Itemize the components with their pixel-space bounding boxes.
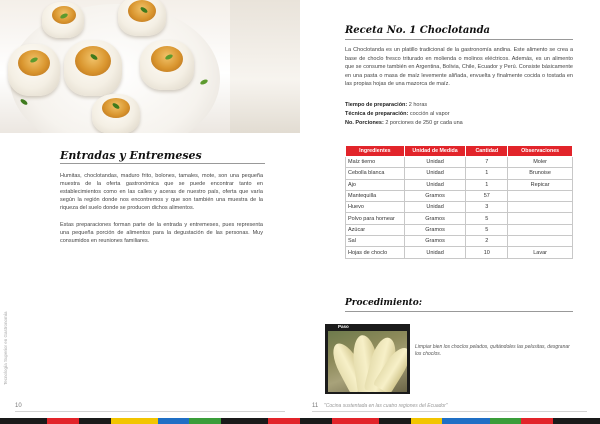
cell-observation: Moler bbox=[508, 157, 573, 168]
color-strip-segment bbox=[189, 418, 221, 424]
cell-unit: Gramos bbox=[404, 236, 466, 247]
corn-husk-photo bbox=[328, 331, 407, 392]
cell-ingredient: Polvo para hornear bbox=[346, 213, 405, 224]
header-observations: Observaciones bbox=[508, 146, 573, 157]
cell-observation: Repicar bbox=[508, 179, 573, 190]
technique bbox=[345, 111, 450, 118]
cell-unit: Unidad bbox=[404, 168, 466, 179]
table-header-row bbox=[346, 146, 573, 157]
intro-paragraph: Humitas, choclotandas, maduro frito, bolones, tamales, mote, son una pequeña muestra de la oferta gastronómica que se puede encontrar tanto en establecimientos como en las calles y aceras de nuestro país, oferta que varía según la región donde nos encontremos y que son también una muestra de la riqueza del suelo donde se producen dichos alimentos. bbox=[60, 173, 263, 211]
cell-unit: Unidad bbox=[404, 179, 466, 190]
hero-food-photo bbox=[0, 0, 300, 133]
color-strip-segment bbox=[0, 418, 47, 424]
cell-quantity: 10 bbox=[466, 247, 508, 258]
cell-observation bbox=[508, 236, 573, 247]
prep-time bbox=[345, 102, 427, 109]
step-photo-frame bbox=[325, 324, 410, 394]
procedure-title: Procedimiento: bbox=[345, 298, 423, 308]
cell-ingredient: Cebolla blanca bbox=[346, 168, 405, 179]
ingredients-table bbox=[345, 145, 573, 259]
cell-observation bbox=[508, 190, 573, 201]
cell-quantity: 1 bbox=[466, 179, 508, 190]
cell-quantity: 5 bbox=[466, 213, 508, 224]
color-strip-segment bbox=[111, 418, 158, 424]
table-row bbox=[346, 168, 573, 179]
recipe-description: La Choclotanda es un platillo tradicional de la gastronomía andina. Este alimento se crea a base de choclo fresco triturado en molienda o molinos eléctricos. Además, es un alimento que se consume también en Argentina, Bolivia, Chile, Ecuador y Perú. Consiste básicamente en una pasta o masa de maíz levemente aliñada, envuelta y finalmente cocida o tostada en las propias hojas de una mazorca de maíz. bbox=[345, 47, 573, 88]
header-unit: Unidad de Medida bbox=[404, 146, 466, 157]
step-instructions: Limpiar bien los choclos pelados, quitándoles las pelusitas, desgranar los choclos. bbox=[415, 344, 570, 357]
cell-observation: Brunoise bbox=[508, 168, 573, 179]
portions-value: 2 porciones de 250 gr cada una bbox=[385, 120, 463, 126]
cell-unit: Unidad bbox=[404, 157, 466, 168]
color-strip-segment bbox=[268, 418, 300, 424]
header-ingredients: Ingredientes bbox=[346, 146, 405, 157]
color-strip-segment bbox=[411, 418, 443, 424]
table-row bbox=[346, 179, 573, 190]
cell-observation bbox=[508, 202, 573, 213]
technique-label: Técnica de preparación: bbox=[345, 111, 409, 117]
cell-ingredient: Sal bbox=[346, 236, 405, 247]
cell-observation: Lavar bbox=[508, 247, 573, 258]
heading-underline bbox=[60, 163, 265, 164]
color-strip-segment bbox=[490, 418, 522, 424]
prep-time-label: Tiempo de preparación: bbox=[345, 102, 408, 108]
color-strip-segment bbox=[79, 418, 111, 424]
cell-ingredient: Azúcar bbox=[346, 224, 405, 235]
prep-time-value: 2 horas bbox=[408, 102, 428, 108]
appetizer-4-filling bbox=[75, 46, 111, 76]
color-strip-segment bbox=[553, 418, 600, 424]
color-strip bbox=[0, 418, 600, 424]
cell-observation bbox=[508, 213, 573, 224]
cell-quantity: 1 bbox=[466, 168, 508, 179]
footer-tagline: "Cocina sustentada en las cuatro regiones del Ecuador" bbox=[324, 403, 448, 409]
color-strip-segment bbox=[300, 418, 332, 424]
color-strip-segment bbox=[332, 418, 379, 424]
recipe-title: Receta No. 1 Choclotanda bbox=[345, 25, 491, 36]
cell-unit: Unidad bbox=[404, 202, 466, 213]
cell-unit: Unidad bbox=[404, 247, 466, 258]
cell-quantity: 2 bbox=[466, 236, 508, 247]
cell-ingredient: Mantequilla bbox=[346, 190, 405, 201]
cell-unit: Gramos bbox=[404, 190, 466, 201]
color-strip-segment bbox=[221, 418, 268, 424]
cell-quantity: 57 bbox=[466, 190, 508, 201]
cell-quantity: 3 bbox=[466, 202, 508, 213]
step-label: Paso bbox=[338, 324, 349, 329]
color-strip-segment bbox=[521, 418, 553, 424]
appetizer-3-filling bbox=[18, 50, 50, 76]
cell-unit: Gramos bbox=[404, 213, 466, 224]
color-strip-segment bbox=[158, 418, 190, 424]
color-strip-segment bbox=[442, 418, 489, 424]
title-underline bbox=[345, 39, 573, 40]
page-number: 10 bbox=[15, 403, 22, 409]
color-strip-segment bbox=[379, 418, 411, 424]
table-row bbox=[346, 224, 573, 235]
right-page bbox=[300, 0, 600, 424]
cell-quantity: 7 bbox=[466, 157, 508, 168]
portions-label: No. Porciones: bbox=[345, 120, 384, 126]
color-strip-segment bbox=[47, 418, 79, 424]
photo-background bbox=[230, 0, 300, 133]
cell-ingredient: Ajo bbox=[346, 179, 405, 190]
vertical-side-text: Tecnología Superior en Gastronomía bbox=[3, 311, 8, 385]
section-heading: Entradas y Entremeses bbox=[60, 149, 202, 162]
table-row bbox=[346, 190, 573, 201]
table-row bbox=[346, 157, 573, 168]
cell-ingredient: Huevo bbox=[346, 202, 405, 213]
cell-ingredient: Hojas de choclo bbox=[346, 247, 405, 258]
page-number: 11 bbox=[312, 403, 319, 409]
table-row bbox=[346, 236, 573, 247]
portions bbox=[345, 120, 463, 127]
footer-rule bbox=[312, 411, 587, 412]
procedure-underline bbox=[345, 311, 573, 312]
cell-observation bbox=[508, 224, 573, 235]
technique-value: cocción al vapor bbox=[409, 111, 450, 117]
intro-paragraph: Estas preparaciones forman parte de la entrada y entremeses, pues representa una pequeña porción de alimentos para la degustación de las personas. Muy consumidos en reuniones familiares. bbox=[60, 222, 263, 244]
header-quantity: Cantidad bbox=[466, 146, 508, 157]
table-row bbox=[346, 247, 573, 258]
cell-quantity: 5 bbox=[466, 224, 508, 235]
footer-rule bbox=[15, 411, 285, 412]
cell-unit: Gramos bbox=[404, 224, 466, 235]
table-row bbox=[346, 202, 573, 213]
table-row bbox=[346, 213, 573, 224]
cell-ingredient: Maíz tierno bbox=[346, 157, 405, 168]
